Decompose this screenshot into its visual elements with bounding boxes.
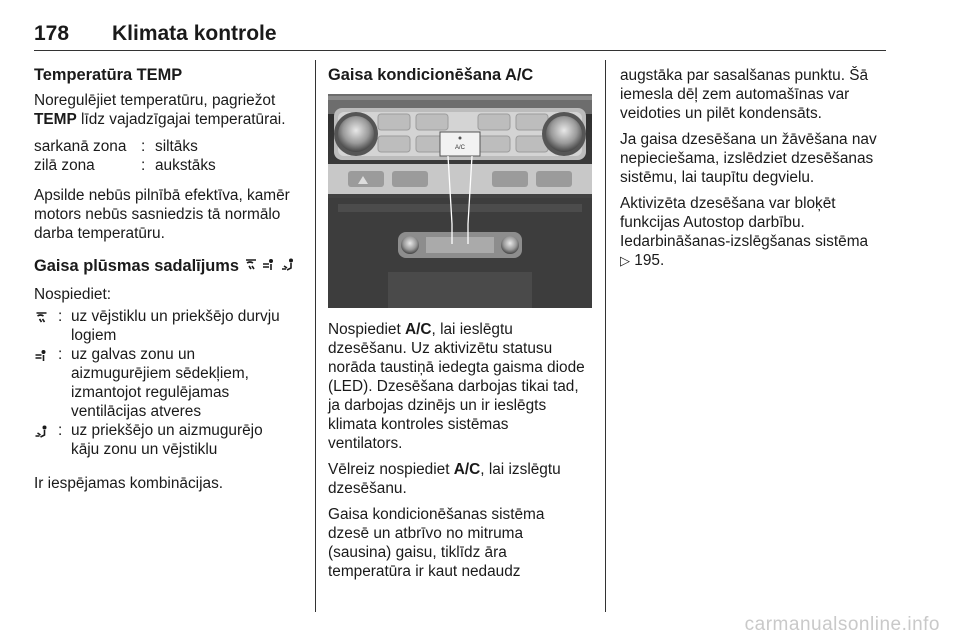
foot-airflow-icon — [281, 257, 295, 276]
right-column — [620, 66, 892, 270]
para-line: temperatūra ir kaut nedaudz — [328, 563, 521, 580]
ac-button-label: A/C — [454, 145, 466, 151]
page-ref-link[interactable] — [620, 252, 664, 269]
distribution-item — [34, 421, 306, 459]
ac-para-2 — [328, 460, 598, 498]
zone-sep: : — [141, 138, 146, 155]
right-para-1 — [620, 66, 892, 123]
para-line: norāda taustiņā iedegta gaisma diode — [328, 359, 585, 376]
para-line: (sausina) gaisu, tiklīdz āra — [328, 544, 507, 561]
ac-heading: Gaisa kondicionēšana A/C — [328, 66, 534, 84]
air-heading-text: Gaisa plūsmas sadalījums — [34, 257, 239, 275]
head-airflow-icon — [34, 348, 49, 367]
page-ref-number: 195. — [634, 252, 665, 269]
head-airflow-icon — [262, 257, 276, 276]
zone-desc: aukstāks — [155, 157, 216, 174]
para-line: Aktivizēta dzesēšana var bloķēt — [620, 195, 836, 212]
temp-heading: Temperatūra TEMP — [34, 66, 183, 84]
right-para-4 — [620, 232, 892, 270]
para-text: Vēlreiz nospiediet — [328, 461, 454, 478]
ac-para-3 — [328, 505, 598, 581]
combinations-note: Ir iespējamas kombinācijas. — [34, 475, 224, 492]
item-line: kāju zonu un vējstiklu — [71, 441, 218, 458]
item-line: logiem — [71, 327, 117, 344]
para-line: veidoties un pilēt kondensāts. — [620, 105, 822, 122]
para-line: funkcijas Autostop darbību. — [620, 214, 805, 231]
distribution-item — [34, 307, 306, 345]
middle-text — [328, 320, 598, 581]
air-distribution-heading — [34, 257, 306, 276]
temp-intro-bold: TEMP — [34, 111, 77, 128]
distribution-item — [34, 345, 306, 421]
item-line: uz priekšējo un aizmugurējo — [71, 422, 263, 439]
temp-intro — [34, 91, 306, 129]
para-text: , lai ieslēgtu — [431, 321, 513, 338]
header-rule — [34, 50, 886, 51]
foot-airflow-icon — [34, 424, 49, 443]
zone-desc: siltāks — [155, 138, 198, 155]
para-line: augstāka par sasalšanas punktu. Šā — [620, 67, 869, 84]
para-text: Nospiediet — [328, 321, 405, 338]
item-text — [71, 307, 280, 345]
para-line: dzesēšanu. Uz aktivizētu statusu — [328, 340, 553, 357]
zone-row — [34, 156, 306, 175]
page-ref-arrow-icon: ▷ — [620, 253, 630, 268]
para-line: klimata kontroles sistēmas — [328, 416, 509, 433]
item-line: izmantojot regulējamas — [71, 384, 230, 401]
watermark: carmanualsonline.info — [744, 614, 940, 635]
para-line: Iedarbināšanas-izslēgšanas sistēma — [620, 233, 869, 250]
heating-note — [34, 186, 306, 243]
item-line: uz vējstiklu un priekšējo durvju — [71, 308, 280, 325]
item-line: aizmugurējiem sēdekļiem, — [71, 365, 249, 382]
zone-sep: : — [141, 157, 146, 174]
para-line: iemesla dēļ zem automašīnas var — [620, 86, 850, 103]
para-line: Gaisa kondicionēšanas sistēma — [328, 506, 545, 523]
para-text: , lai izslēgtu — [480, 461, 561, 478]
chapter-title: Klimata kontrole — [112, 22, 277, 45]
para-line: ja darbojas dzinējs un ir ieslēgts — [328, 397, 547, 414]
para-line: dzesē un atbrīvo no mitruma — [328, 525, 524, 542]
zone-term: zilā zona — [34, 157, 95, 174]
para-line: (LED). Dzesēšana darbojas tikai tad, — [328, 378, 579, 395]
item-sep: : — [58, 308, 63, 325]
distribution-list — [34, 307, 306, 459]
item-text — [71, 421, 263, 459]
windscreen-airflow-icon — [244, 257, 258, 276]
climate-panel-photo — [328, 94, 592, 308]
page-number: 178 — [34, 22, 70, 45]
item-line: uz galvas zonu un — [71, 346, 196, 363]
item-line: ventilācijas atveres — [71, 403, 202, 420]
para-line: dzesēšanu. — [328, 480, 407, 497]
column-divider-2 — [605, 60, 606, 612]
ac-term: A/C — [453, 461, 481, 478]
temp-intro-line1: Noregulējiet temperatūru, pagriežot — [34, 92, 276, 109]
item-text — [71, 345, 249, 421]
para-line: nepieciešama, izslēdziet dzesēšanas — [620, 150, 874, 167]
temp-intro-line2: līdz vajadzīgajai temperatūrai. — [76, 111, 286, 128]
note-line: motors nebūs sasniedzis tā normālo — [34, 206, 281, 223]
para-line: ventilators. — [328, 435, 403, 452]
item-sep: : — [58, 346, 63, 363]
para-line: Ja gaisa dzesēšana un žāvēšana nav — [620, 131, 877, 148]
ac-para-1 — [328, 320, 598, 453]
left-column — [34, 66, 306, 493]
note-line: darba temperatūru. — [34, 225, 165, 242]
column-divider-1 — [315, 60, 316, 612]
zone-list — [34, 137, 306, 175]
right-para-3 — [620, 194, 892, 232]
zone-term: sarkanā zona — [34, 138, 127, 155]
para-line: sistēmu, lai taupītu degvielu. — [620, 169, 815, 186]
windscreen-airflow-icon — [34, 310, 49, 329]
item-sep: : — [58, 422, 63, 439]
zone-row — [34, 137, 306, 156]
middle-column — [328, 66, 598, 85]
ac-term: A/C — [405, 321, 432, 338]
right-para-2 — [620, 130, 892, 187]
press-label: Nospiediet: — [34, 286, 111, 303]
note-line: Apsilde nebūs pilnībā efektīva, kamēr — [34, 187, 290, 204]
